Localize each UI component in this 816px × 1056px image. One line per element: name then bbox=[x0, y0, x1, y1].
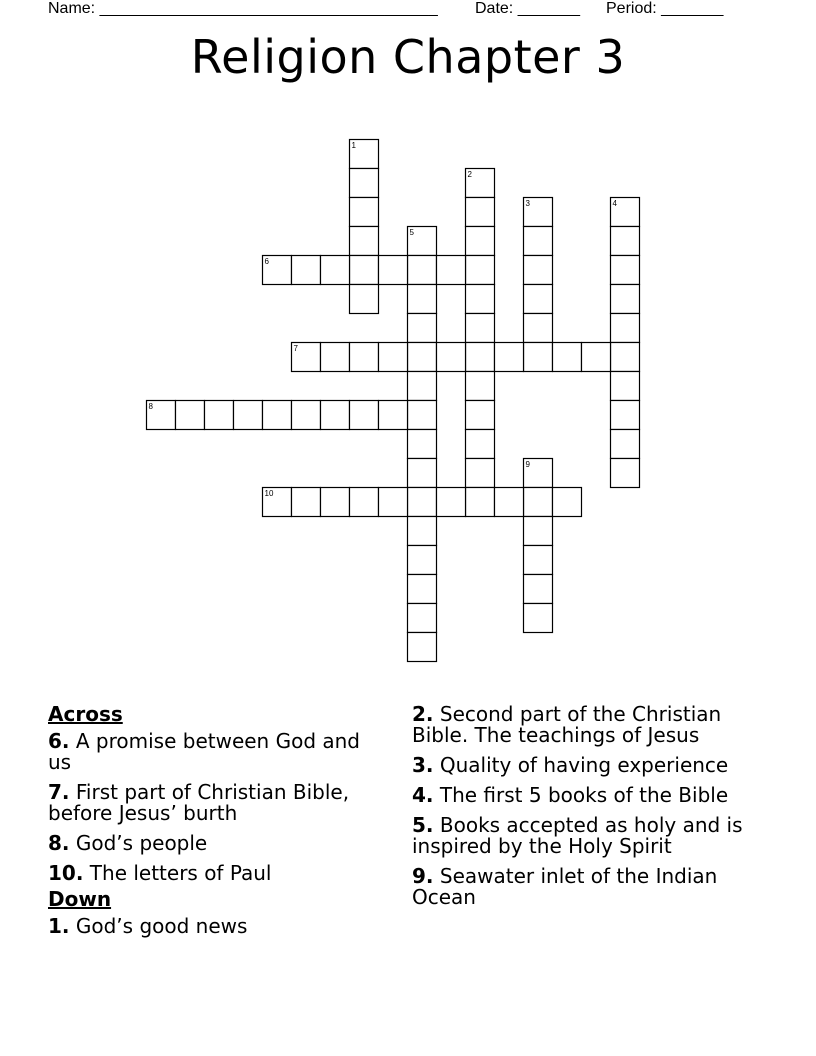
grid-cell[interactable] bbox=[611, 401, 640, 430]
clue-number: 2. bbox=[412, 702, 434, 726]
clue-number: 6. bbox=[48, 729, 70, 753]
across-heading: Across bbox=[48, 702, 123, 726]
grid-cell[interactable] bbox=[379, 488, 408, 517]
clue-text: Books accepted as holy and is inspired by the Holy Spirit bbox=[412, 813, 743, 858]
grid-cell[interactable] bbox=[408, 575, 437, 604]
grid-cell[interactable] bbox=[437, 488, 466, 517]
grid-cell[interactable] bbox=[263, 401, 292, 430]
grid-cell[interactable] bbox=[524, 546, 553, 575]
grid-cell[interactable] bbox=[234, 401, 263, 430]
grid-cell[interactable] bbox=[292, 401, 321, 430]
grid-cell[interactable] bbox=[176, 401, 205, 430]
grid-cell[interactable] bbox=[611, 256, 640, 285]
grid-cell[interactable] bbox=[524, 227, 553, 256]
grid-cell[interactable] bbox=[524, 517, 553, 546]
clue-down-9 bbox=[412, 866, 762, 908]
name-field[interactable]: Name: ______________________________________ bbox=[48, 0, 438, 17]
grid-cell[interactable] bbox=[350, 401, 379, 430]
grid-cell[interactable] bbox=[408, 401, 437, 430]
grid-cell[interactable] bbox=[350, 169, 379, 198]
grid-cell[interactable] bbox=[611, 314, 640, 343]
grid-cell[interactable] bbox=[524, 285, 553, 314]
clue-number-label: 7 bbox=[293, 344, 298, 353]
grid-cell[interactable] bbox=[553, 488, 582, 517]
clue-number-label: 5 bbox=[409, 228, 414, 237]
grid-cell[interactable] bbox=[379, 343, 408, 372]
clue-number: 8. bbox=[48, 831, 70, 855]
grid-cell[interactable] bbox=[408, 256, 437, 285]
grid-cell[interactable] bbox=[611, 227, 640, 256]
grid-cell[interactable] bbox=[611, 372, 640, 401]
clue-across-7 bbox=[48, 782, 388, 824]
grid-cell[interactable] bbox=[466, 372, 495, 401]
clue-number-label: 4 bbox=[612, 199, 617, 208]
grid-cell[interactable] bbox=[524, 575, 553, 604]
grid-cell[interactable] bbox=[611, 459, 640, 488]
clue-across-8 bbox=[48, 833, 388, 854]
clue-text: Quality of having experience bbox=[433, 753, 729, 777]
page-title: Religion Chapter 3 bbox=[190, 30, 626, 84]
clue-down-2 bbox=[412, 704, 762, 746]
clue-down-1 bbox=[48, 916, 388, 937]
clue-across-6 bbox=[48, 731, 388, 773]
grid-cell[interactable] bbox=[408, 488, 437, 517]
grid-cell[interactable] bbox=[292, 488, 321, 517]
grid-cell[interactable] bbox=[466, 459, 495, 488]
clue-text: First part of Christian Bible, before Jesus’ burth bbox=[48, 780, 350, 825]
grid-cell[interactable] bbox=[292, 256, 321, 285]
clue-number-label: 8 bbox=[148, 402, 153, 411]
clue-text: Second part of the Christian Bible. The teachings of Jesus bbox=[412, 702, 722, 747]
grid-cell[interactable] bbox=[466, 314, 495, 343]
grid-cell[interactable] bbox=[408, 343, 437, 372]
grid-cell[interactable] bbox=[350, 256, 379, 285]
clue-text: God’s people bbox=[69, 831, 208, 855]
clue-down-4 bbox=[412, 785, 762, 806]
clue-number: 10. bbox=[48, 861, 84, 885]
grid-cell[interactable] bbox=[408, 372, 437, 401]
grid-cell[interactable] bbox=[321, 343, 350, 372]
grid-cell[interactable] bbox=[466, 343, 495, 372]
clue-number: 4. bbox=[412, 783, 434, 807]
grid-cell[interactable] bbox=[524, 314, 553, 343]
grid-cell[interactable] bbox=[553, 343, 582, 372]
clue-number: 1. bbox=[48, 914, 70, 938]
grid-cell[interactable] bbox=[321, 256, 350, 285]
grid-cell[interactable] bbox=[524, 604, 553, 633]
clue-number-label: 6 bbox=[264, 257, 269, 266]
grid-cell[interactable] bbox=[524, 343, 553, 372]
grid-cell[interactable] bbox=[379, 401, 408, 430]
grid-cell[interactable] bbox=[524, 488, 553, 517]
clue-number: 5. bbox=[412, 813, 434, 837]
grid-cell[interactable] bbox=[611, 343, 640, 372]
grid-cell[interactable] bbox=[350, 285, 379, 314]
grid-cell[interactable] bbox=[495, 488, 524, 517]
grid-cell[interactable] bbox=[408, 546, 437, 575]
grid-cell[interactable] bbox=[466, 488, 495, 517]
grid-cell[interactable] bbox=[350, 227, 379, 256]
clue-down-3 bbox=[412, 755, 762, 776]
grid-cell[interactable] bbox=[321, 488, 350, 517]
grid-cell[interactable] bbox=[582, 343, 611, 372]
grid-cell[interactable] bbox=[466, 198, 495, 227]
grid-cell[interactable] bbox=[408, 430, 437, 459]
clue-number: 3. bbox=[412, 753, 434, 777]
grid-cell[interactable] bbox=[437, 256, 466, 285]
clue-text: The first 5 books of the Bible bbox=[433, 783, 729, 807]
clue-text: A promise between God and us bbox=[48, 729, 361, 774]
grid-cell[interactable] bbox=[408, 459, 437, 488]
grid-cell[interactable] bbox=[205, 401, 234, 430]
grid-cell[interactable] bbox=[466, 401, 495, 430]
grid-cell[interactable] bbox=[611, 285, 640, 314]
clues-right-column bbox=[412, 704, 762, 917]
clue-number-label: 10 bbox=[264, 489, 274, 498]
grid-cell[interactable] bbox=[437, 343, 466, 372]
clue-text: Seawater inlet of the Indian Ocean bbox=[412, 864, 718, 909]
grid-cell[interactable] bbox=[321, 401, 350, 430]
clue-number: 9. bbox=[412, 864, 434, 888]
clue-number-label: 1 bbox=[351, 141, 356, 150]
clue-text: The letters of Paul bbox=[83, 861, 272, 885]
grid-cell[interactable] bbox=[466, 256, 495, 285]
clue-number-label: 2 bbox=[467, 170, 472, 179]
grid-cell[interactable] bbox=[350, 488, 379, 517]
grid-cell[interactable] bbox=[350, 343, 379, 372]
clue-across-10 bbox=[48, 863, 388, 884]
grid-cell[interactable] bbox=[408, 517, 437, 546]
clues-left-column bbox=[48, 704, 388, 946]
grid-cell[interactable] bbox=[408, 285, 437, 314]
grid-cell[interactable] bbox=[408, 314, 437, 343]
grid-cell[interactable] bbox=[611, 430, 640, 459]
grid-cell[interactable] bbox=[466, 430, 495, 459]
clue-number-label: 3 bbox=[525, 199, 530, 208]
grid-cell[interactable] bbox=[408, 604, 437, 633]
grid-cell[interactable] bbox=[466, 285, 495, 314]
clue-number-label: 9 bbox=[525, 460, 530, 469]
clue-down-5 bbox=[412, 815, 762, 857]
clue-number: 7. bbox=[48, 780, 70, 804]
down-heading: Down bbox=[48, 887, 112, 911]
grid-cell[interactable] bbox=[408, 633, 437, 662]
date-field[interactable]: Date: _______ bbox=[475, 0, 580, 17]
grid-cell[interactable] bbox=[350, 198, 379, 227]
grid-cell[interactable] bbox=[495, 343, 524, 372]
grid-cell[interactable] bbox=[524, 256, 553, 285]
clue-text: God’s good news bbox=[69, 914, 248, 938]
grid-cell[interactable] bbox=[379, 256, 408, 285]
grid-cell[interactable] bbox=[466, 227, 495, 256]
period-field[interactable]: Period: _______ bbox=[606, 0, 724, 17]
